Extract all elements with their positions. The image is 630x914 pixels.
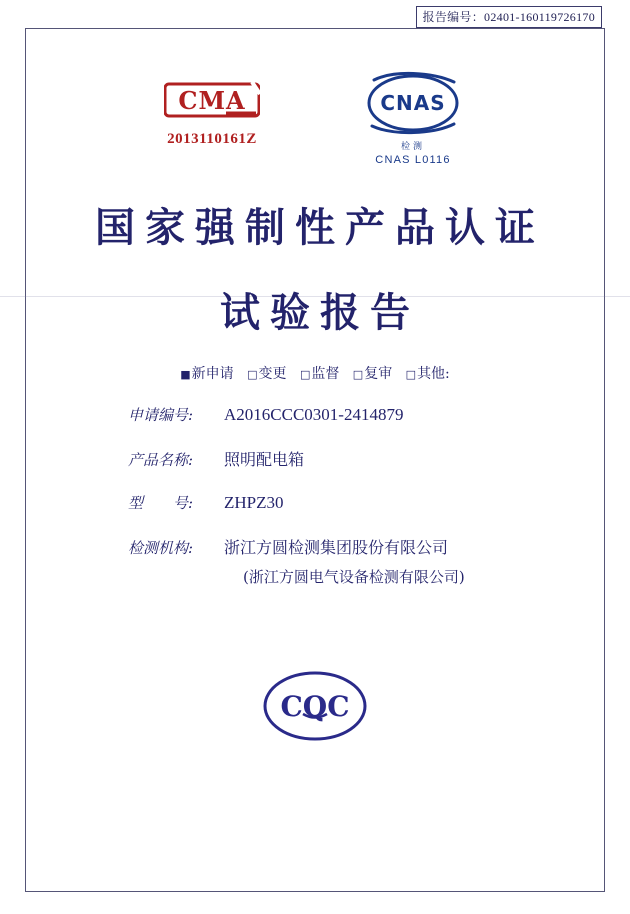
field-label: 产品名称:: [128, 451, 194, 469]
document-title-line2: 试验报告: [220, 289, 420, 336]
field-value: 浙江方圆检测集团股份有限公司: [224, 538, 449, 557]
field-value: ZHPZ30: [224, 493, 284, 512]
checkbox-mark: □: [352, 368, 364, 381]
report-number-label: 报告编号：: [422, 10, 485, 24]
checkbox-mark: ■: [180, 368, 191, 381]
cma-icon: [164, 80, 260, 120]
field-testing-organization: [0, 535, 630, 558]
checkbox-other[interactable]: [406, 366, 450, 382]
checkbox-label: 变更: [258, 366, 287, 382]
checkbox-label: 监督: [311, 366, 340, 382]
checkbox-supervision[interactable]: [300, 366, 339, 382]
field-testing-organization-sub: (浙江方圆电气设备检测有限公司): [243, 568, 465, 586]
document-title-line1: 国家强制性产品认证: [95, 204, 545, 251]
report-number-box: [416, 6, 602, 28]
application-type-row: [0, 363, 630, 383]
report-number-strip: [0, 6, 630, 28]
field-application-number: [0, 404, 630, 425]
certification-logo-row: [0, 70, 630, 166]
field-label: 型 号:: [128, 494, 194, 512]
svg-text:CNAS: CNAS: [380, 91, 446, 115]
checkbox-label: 其他:: [417, 366, 450, 382]
checkbox-review[interactable]: [353, 366, 392, 382]
field-value: A2016CCC0301-2414879: [224, 405, 404, 424]
cnas-subtitle: 检测: [400, 141, 425, 151]
checkbox-mark: □: [247, 368, 258, 381]
cqc-seal-block: [0, 668, 630, 749]
field-label: 检测机构:: [128, 539, 194, 557]
svg-text:CMA: CMA: [178, 86, 246, 115]
field-product-name: [0, 447, 630, 470]
report-number-value: 02401-160119726170: [484, 10, 595, 24]
checkbox-label: 复审: [364, 366, 393, 382]
checkbox-change[interactable]: [247, 366, 286, 382]
cma-code: 2013110161Z: [167, 131, 257, 147]
checkbox-new-application[interactable]: [180, 366, 233, 382]
checkbox-mark: □: [299, 368, 311, 381]
svg-text:CQC: CQC: [280, 690, 350, 723]
checkbox-mark: □: [405, 368, 417, 381]
field-value: 照明配电箱: [224, 450, 305, 469]
cnas-code: CNAS L0116: [375, 154, 451, 166]
cma-logo-block: [137, 70, 287, 148]
field-label: 申请编号:: [128, 406, 194, 424]
field-model: [0, 492, 630, 513]
cnas-logo-block: [333, 70, 493, 166]
checkbox-label: 新申请: [191, 366, 234, 382]
cnas-icon: [354, 70, 472, 140]
cqc-icon: [260, 690, 370, 748]
report-fields: [0, 404, 630, 587]
